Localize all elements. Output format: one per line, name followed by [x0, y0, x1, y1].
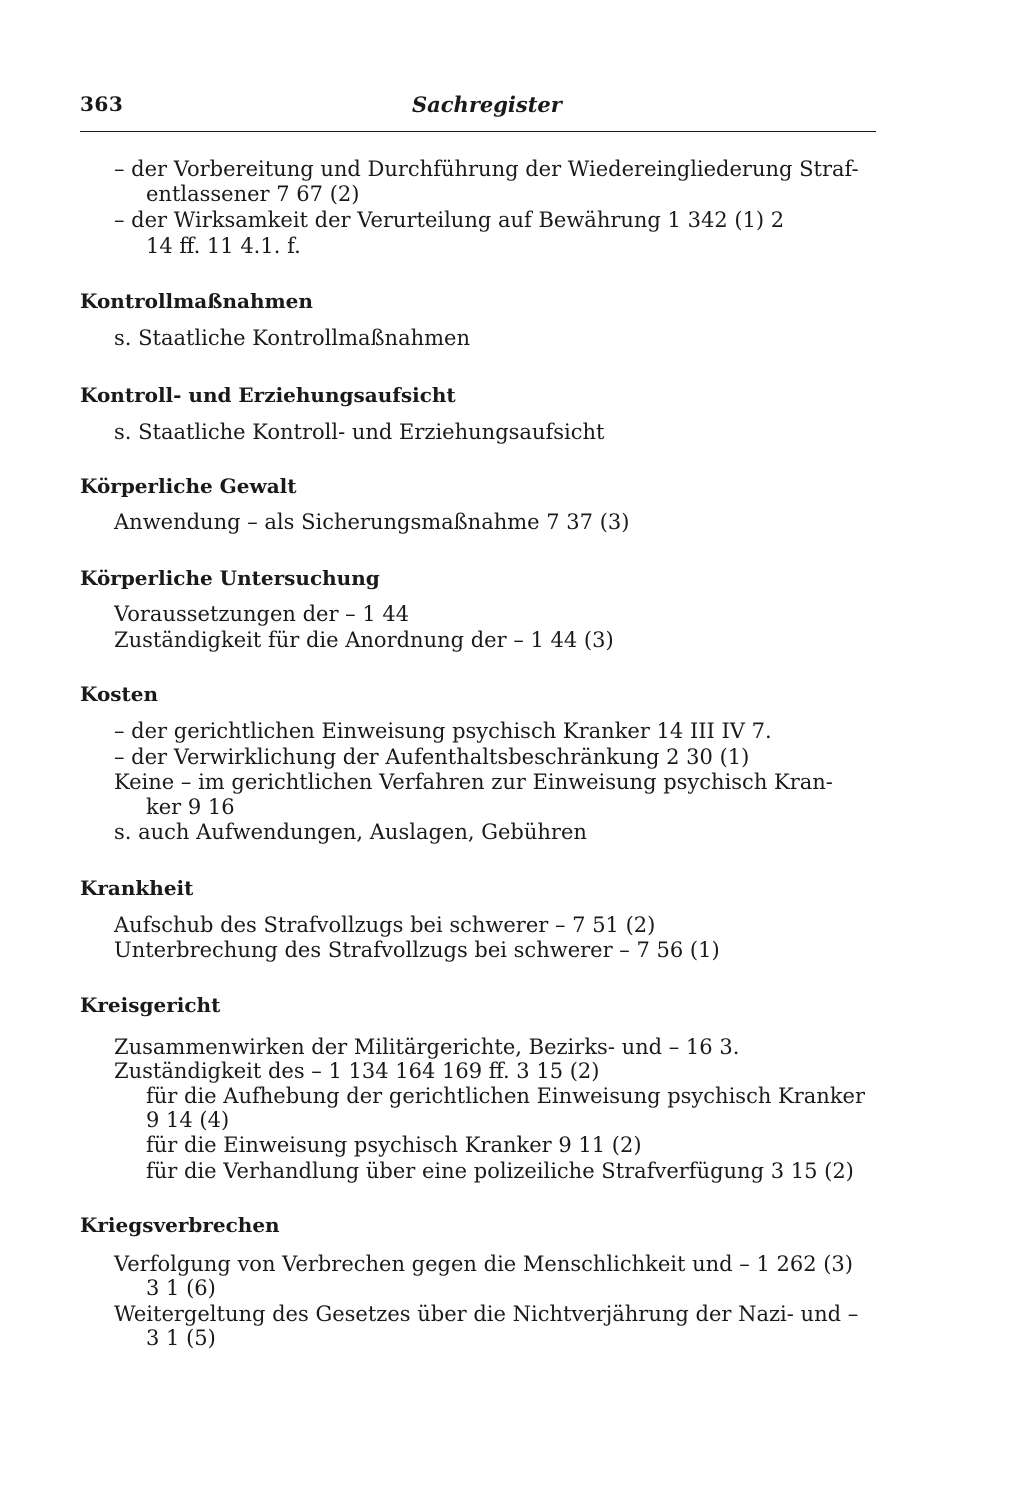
index-line: für die Einweisung psychisch Kranker 9 11 (2)	[146, 1133, 642, 1157]
index-line: 14 ff. 11 4.1. f.	[146, 234, 301, 258]
index-line: Voraussetzungen der – 1 44	[114, 602, 410, 626]
index-line: – der gerichtlichen Einweisung psychisch Kranker 14 III IV 7.	[114, 719, 772, 743]
index-line: für die Verhandlung über eine polizeiliche Strafverfügung 3 15 (2)	[146, 1159, 854, 1183]
index-line: 9 14 (4)	[146, 1108, 230, 1132]
index-line: Zusammenwirken der Militärgerichte, Bezirks- und – 16 3.	[114, 1035, 740, 1059]
index-heading-kontrollmassnahmen: Kontrollmaßnahmen	[80, 289, 313, 313]
index-heading-kreisgericht: Kreisgericht	[80, 993, 221, 1017]
index-line: entlassener 7 67 (2)	[146, 182, 360, 206]
index-line: Aufschub des Strafvollzugs bei schwerer – 7 51 (2)	[114, 913, 656, 937]
index-line: für die Aufhebung der gerichtlichen Einweisung psychisch Kranker	[146, 1084, 866, 1108]
index-line: Keine – im gerichtlichen Verfahren zur Einweisung psychisch Kran-	[114, 770, 833, 794]
index-line: Zuständigkeit des – 1 134 164 169 ff. 3 15 (2)	[114, 1059, 600, 1083]
running-head-title: Sachregister	[412, 92, 562, 117]
index-line: Weitergeltung des Gesetzes über die Nichtverjährung der Nazi- und –	[114, 1302, 859, 1326]
index-line: ker 9 16	[146, 795, 235, 819]
index-line: Zuständigkeit für die Anordnung der – 1 44 (3)	[114, 628, 614, 652]
index-line: s. Staatliche Kontrollmaßnahmen	[114, 326, 470, 350]
index-heading-kontrollaufsicht: Kontroll- und Erziehungsaufsicht	[80, 383, 456, 407]
page-number: 363	[80, 92, 124, 116]
index-line: – der Wirksamkeit der Verurteilung auf Bewährung 1 342 (1) 2	[114, 208, 785, 232]
index-heading-kriegsverbrechen: Kriegsverbrechen	[80, 1213, 280, 1237]
index-line: – der Vorbereitung und Durchführung der Wiedereingliederung Straf-	[114, 157, 859, 181]
index-line: 3 1 (5)	[146, 1326, 216, 1350]
index-heading-kosten: Kosten	[80, 682, 159, 706]
index-heading-untersuchung: Körperliche Untersuchung	[80, 566, 380, 590]
index-line: Unterbrechung des Strafvollzugs bei schwerer – 7 56 (1)	[114, 938, 720, 962]
header-rule	[80, 131, 876, 132]
index-line: s. Staatliche Kontroll- und Erziehungsaufsicht	[114, 420, 605, 444]
index-heading-krankheit: Krankheit	[80, 876, 194, 900]
index-line: 3 1 (6)	[146, 1276, 216, 1300]
index-line: s. auch Aufwendungen, Auslagen, Gebühren	[114, 820, 587, 844]
index-line: – der Verwirklichung der Aufenthaltsbeschränkung 2 30 (1)	[114, 745, 750, 769]
index-line: Anwendung – als Sicherungsmaßnahme 7 37 (3)	[114, 510, 630, 534]
index-heading-gewalt: Körperliche Gewalt	[80, 474, 297, 498]
index-line: Verfolgung von Verbrechen gegen die Menschlichkeit und – 1 262 (3)	[114, 1252, 853, 1276]
